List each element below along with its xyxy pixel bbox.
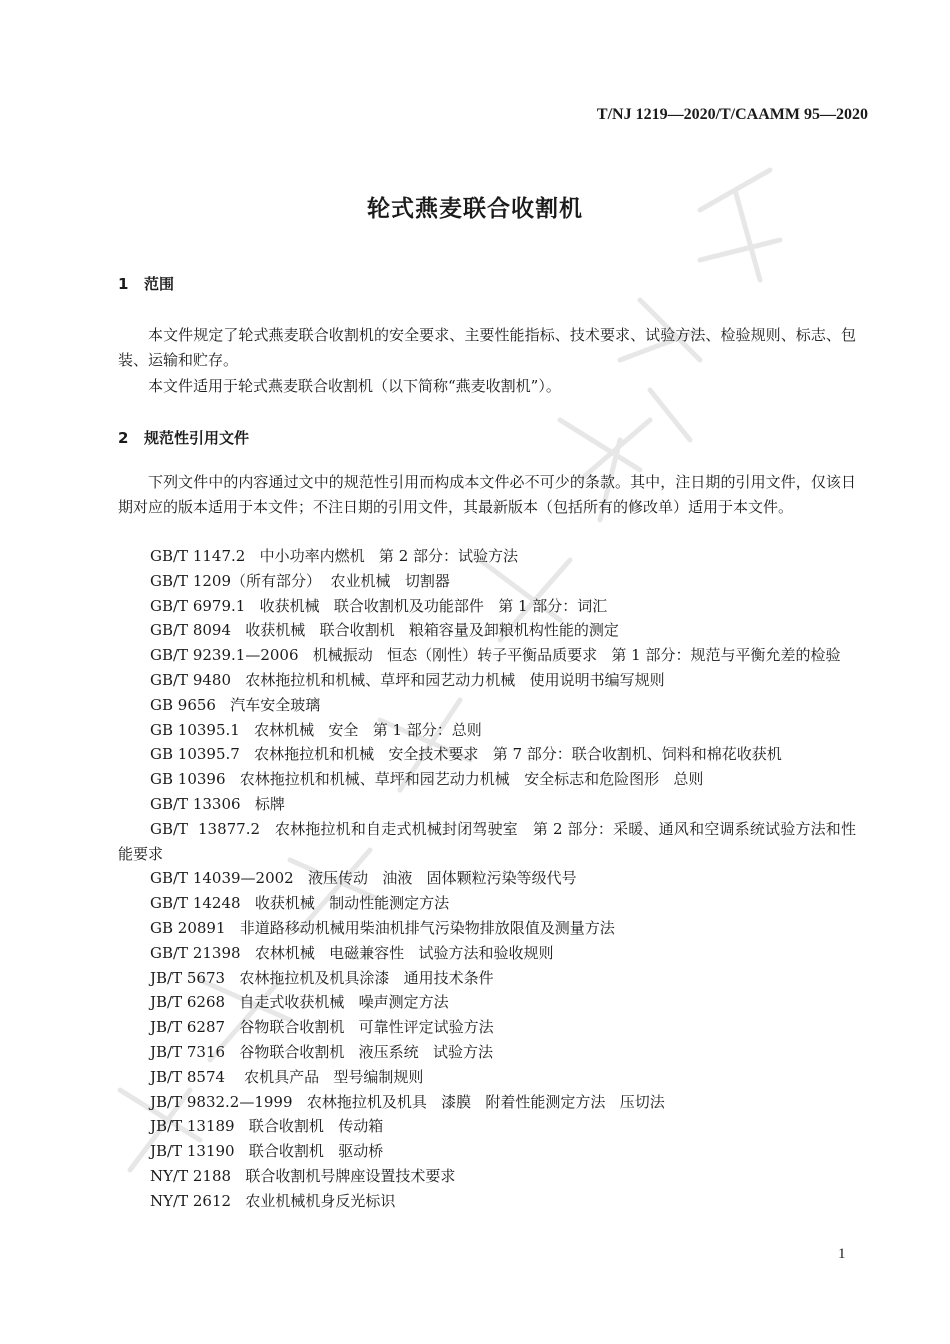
section-number: 2 xyxy=(118,429,129,447)
reference-item: JB/T 6268 自走式收获机械 噪声测定方法 xyxy=(150,993,449,1012)
page-title: 轮式燕麦联合收割机 xyxy=(367,196,583,222)
references-intro-paragraph: 下列文件中的内容通过文中的规范性引用而构成本文件必不可少的条款。其中，注日期的引用文件，仅该日期对应的版本适用于本文件；不注日期的引用文件，其最新版本（包括所有的修改单）适用于本文件。 xyxy=(118,473,856,516)
reference-item: JB/T 9832.2—1999 农林拖拉机及机具 漆膜 附着性能测定方法 压切法 xyxy=(150,1092,665,1111)
reference-item: NY/T 2188 联合收割机号牌座设置技术要求 xyxy=(150,1166,456,1185)
reference-item: JB/T 5673 农林拖拉机及机具涂漆 通用技术条件 xyxy=(150,968,494,987)
section-number: 1 xyxy=(118,275,129,293)
reference-item: JB/T 6287 谷物联合收割机 可靠性评定试验方法 xyxy=(150,1018,494,1037)
section-heading-scope xyxy=(118,273,174,294)
page-number: 1 xyxy=(838,1246,846,1262)
reference-item: JB/T 13190 联合收割机 驱动桥 xyxy=(150,1142,384,1161)
reference-item: GB 10395.1 农林机械 安全 第 1 部分：总则 xyxy=(150,720,482,739)
reference-item: JB/T 7316 谷物联合收割机 液压系统 试验方法 xyxy=(150,1042,493,1061)
reference-item: GB/T 8094 收获机械 联合收割机 粮箱容量及卸粮机构性能的测定 xyxy=(150,621,619,640)
reference-item: NY/T 2612 农业机械机身反光标识 xyxy=(150,1191,396,1210)
reference-item: JB/T 13189 联合收割机 传动箱 xyxy=(150,1117,384,1136)
reference-item: GB 10395.7 农林拖拉机和机械 安全技术要求 第 7 部分：联合收割机、饲料和棉花收获机 xyxy=(150,745,782,764)
section-title: 范围 xyxy=(144,275,175,293)
reference-item: GB/T 9480 农林拖拉机和机械、草坪和园艺动力机械 使用说明书编写规则 xyxy=(150,670,665,689)
scope-paragraph-1: 本文件规定了轮式燕麦联合收割机的安全要求、主要性能指标、技术要求、试验方法、检验规则、标志、包装、运输和贮存。 xyxy=(118,326,856,369)
scope-paragraph-2: 本文件适用于轮式燕麦联合收割机（以下简称“燕麦收割机”）。 xyxy=(148,377,561,395)
reference-item: GB/T 6979.1 收获机械 联合收割机及功能部件 第 1 部分：词汇 xyxy=(150,596,608,615)
reference-item: GB/T 1209（所有部分） 农业机械 切割器 xyxy=(150,571,450,590)
document-code: T/NJ 1219—2020/T/CAAMM 95—2020 xyxy=(596,106,868,123)
section-heading-normative-references xyxy=(118,427,249,448)
section-title: 规范性引用文件 xyxy=(144,429,250,447)
reference-item: GB 10396 农林拖拉机和机械、草坪和园艺动力机械 安全标志和危险图形 总则 xyxy=(150,770,704,789)
reference-item: GB/T 13877.2 农林拖拉机和自走式机械封闭驾驶室 第 2 部分：采暖、通风和空调系统试验方法和性能要求 xyxy=(118,819,856,863)
reference-item: GB/T 1147.2 中小功率内燃机 第 2 部分：试验方法 xyxy=(150,547,519,565)
reference-item: GB/T 14039—2002 液压传动 油液 固体颗粒污染等级代号 xyxy=(150,869,577,888)
reference-item: GB/T 9239.1—2006 机械振动 恒态（刚性）转子平衡品质要求 第 1 部分：规范与平衡允差的检验 xyxy=(150,646,841,665)
reference-item: JB/T 8574 农机具产品 型号编制规则 xyxy=(150,1067,424,1086)
reference-list xyxy=(118,544,856,1214)
reference-item: GB/T 14248 收获机械 制动性能测定方法 xyxy=(150,894,450,913)
reference-item: GB 9656 汽车安全玻璃 xyxy=(150,695,321,714)
reference-item: GB 20891 非道路移动机械用柴油机排气污染物排放限值及测量方法 xyxy=(150,918,615,937)
reference-item: GB/T 21398 农林机械 电磁兼容性 试验方法和验收规则 xyxy=(150,943,554,962)
reference-item: GB/T 13306 标牌 xyxy=(150,794,285,813)
